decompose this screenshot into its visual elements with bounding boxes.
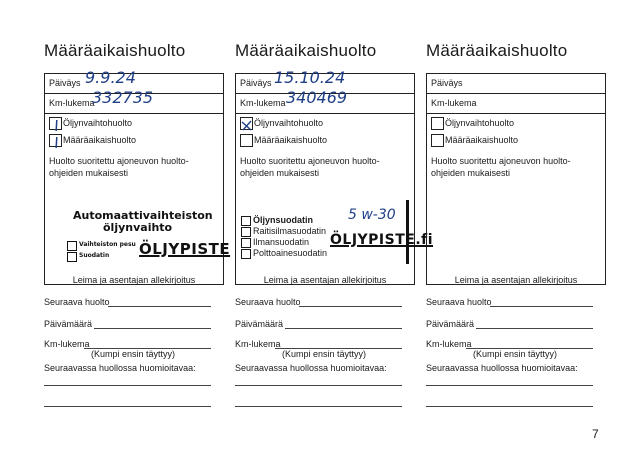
service-note: Huolto suoritettu ajoneuvon huolto-ohjeiden mukaisesti [240, 156, 380, 178]
periodic-checkbox[interactable] [49, 134, 62, 147]
card-box [426, 73, 606, 285]
next-service-line[interactable] [490, 306, 593, 307]
notes-line-1[interactable] [235, 385, 402, 386]
date-label: Päiväys [49, 78, 81, 88]
periodic-checkbox[interactable] [431, 134, 444, 147]
km-row [427, 94, 605, 114]
stamp-checkbox [67, 252, 77, 262]
date-field-label: Päivämäärä [44, 319, 93, 329]
checkmark-icon [241, 120, 252, 131]
whichever-note: (Kumpi ensin täyttyy) [91, 349, 176, 359]
stamp-checkbox [67, 241, 77, 251]
km-value: 332735 [92, 88, 154, 107]
notes-next-label: Seuraavassa huollossa huomioitavaa: [235, 363, 387, 373]
notes-next-label: Seuraavassa huollossa huomioitavaa: [426, 363, 578, 373]
filter-checkbox [241, 216, 251, 226]
date-row [427, 74, 605, 94]
periodic-label: Määräaikaishuolto [254, 135, 328, 145]
page-number: 7 [592, 427, 599, 441]
next-service-label: Seuraava huolto [44, 297, 110, 307]
stamp-item-2: Suodatin [79, 252, 110, 259]
notes-next-label: Seuraavassa huollossa huomioitavaa: [44, 363, 196, 373]
checkmark-icon [50, 120, 61, 131]
km-field-label: Km-lukema [235, 339, 281, 349]
filter-checkbox [241, 227, 251, 237]
stamp-item-4: Polttoainesuodatin [253, 248, 328, 258]
sign-caption: Leima ja asentajan allekirjoitus [72, 275, 196, 285]
next-service-line[interactable] [299, 306, 402, 307]
km-label: Km-lukema [49, 98, 95, 108]
card-box [235, 68, 434, 285]
stamp-line-2: öljynvaihto [103, 221, 173, 234]
filter-checkbox [241, 249, 251, 259]
km-value: 340469 [286, 88, 348, 107]
stamp-line-1: Automaattivaihteiston [73, 209, 213, 222]
service-note: Huolto suoritettu ajoneuvon huolto-ohjeiden mukaisesti [49, 156, 189, 178]
periodic-label: Määräaikaishuolto [63, 135, 137, 145]
card-box [44, 68, 231, 285]
filter-checkbox [241, 238, 251, 248]
oil-change-label: Öljynvaihtohuolto [63, 118, 133, 128]
km-row [236, 88, 414, 114]
date-field-label: Päivämäärä [426, 319, 475, 329]
date-field-line[interactable] [94, 328, 211, 329]
oljypiste-logo: ÖLJYPISTE [139, 240, 231, 258]
oil-change-checkbox[interactable] [240, 117, 253, 130]
stamp-item-3: Ilmansuodatin [253, 237, 310, 247]
stamp-item-2: Raitisilmasuodatin [253, 226, 327, 236]
card-title: Määräaikaishuolto [235, 41, 377, 60]
card-title: Määräaikaishuolto [426, 41, 568, 60]
notes-line-1[interactable] [44, 385, 211, 386]
card-title: Määräaikaishuolto [44, 41, 186, 60]
service-stamp [67, 209, 231, 264]
date-field-label: Päivämäärä [235, 319, 284, 329]
km-label: Km-lukema [240, 98, 286, 108]
date-value: 9.9.24 [85, 68, 136, 87]
next-service-label: Seuraava huolto [426, 297, 492, 307]
oil-change-checkbox[interactable] [49, 117, 62, 130]
notes-line-2[interactable] [235, 406, 402, 407]
date-value: 15.10.24 [274, 68, 346, 87]
whichever-note: (Kumpi ensin täyttyy) [473, 349, 558, 359]
date-label: Päiväys [431, 78, 463, 88]
oil-change-label: Öljynvaihtohuolto [445, 118, 515, 128]
oil-type-handwritten: 5 w-30 [348, 207, 396, 223]
next-service-line[interactable] [108, 306, 211, 307]
filter-stamp [236, 202, 434, 264]
date-label: Päiväys [240, 78, 272, 88]
oljypiste-logo: ÖLJYPISTE.fi [330, 232, 434, 248]
sign-caption: Leima ja asentajan allekirjoitus [454, 275, 578, 285]
km-field-label: Km-lukema [44, 339, 90, 349]
notes-line-2[interactable] [426, 406, 593, 407]
stamp-item-1: Öljynsuodatin [253, 215, 314, 225]
notes-line-1[interactable] [426, 385, 593, 386]
sign-caption: Leima ja asentajan allekirjoitus [263, 275, 387, 285]
km-label: Km-lukema [431, 98, 477, 108]
oil-change-checkbox[interactable] [431, 117, 444, 130]
notes-line-2[interactable] [44, 406, 211, 407]
checkmark-icon [50, 137, 61, 148]
oil-change-label: Öljynvaihtohuolto [254, 118, 324, 128]
next-service-label: Seuraava huolto [235, 297, 301, 307]
km-field-label: Km-lukema [426, 339, 472, 349]
date-field-line[interactable] [285, 328, 402, 329]
date-field-line[interactable] [476, 328, 593, 329]
service-note: Huolto suoritettu ajoneuvon huolto-ohjeiden mukaisesti [431, 156, 571, 178]
km-row [45, 88, 223, 114]
periodic-checkbox[interactable] [240, 134, 253, 147]
whichever-note: (Kumpi ensin täyttyy) [282, 349, 367, 359]
periodic-label: Määräaikaishuolto [445, 135, 519, 145]
stamp-item-1: Vaihteiston pesu [79, 241, 136, 248]
